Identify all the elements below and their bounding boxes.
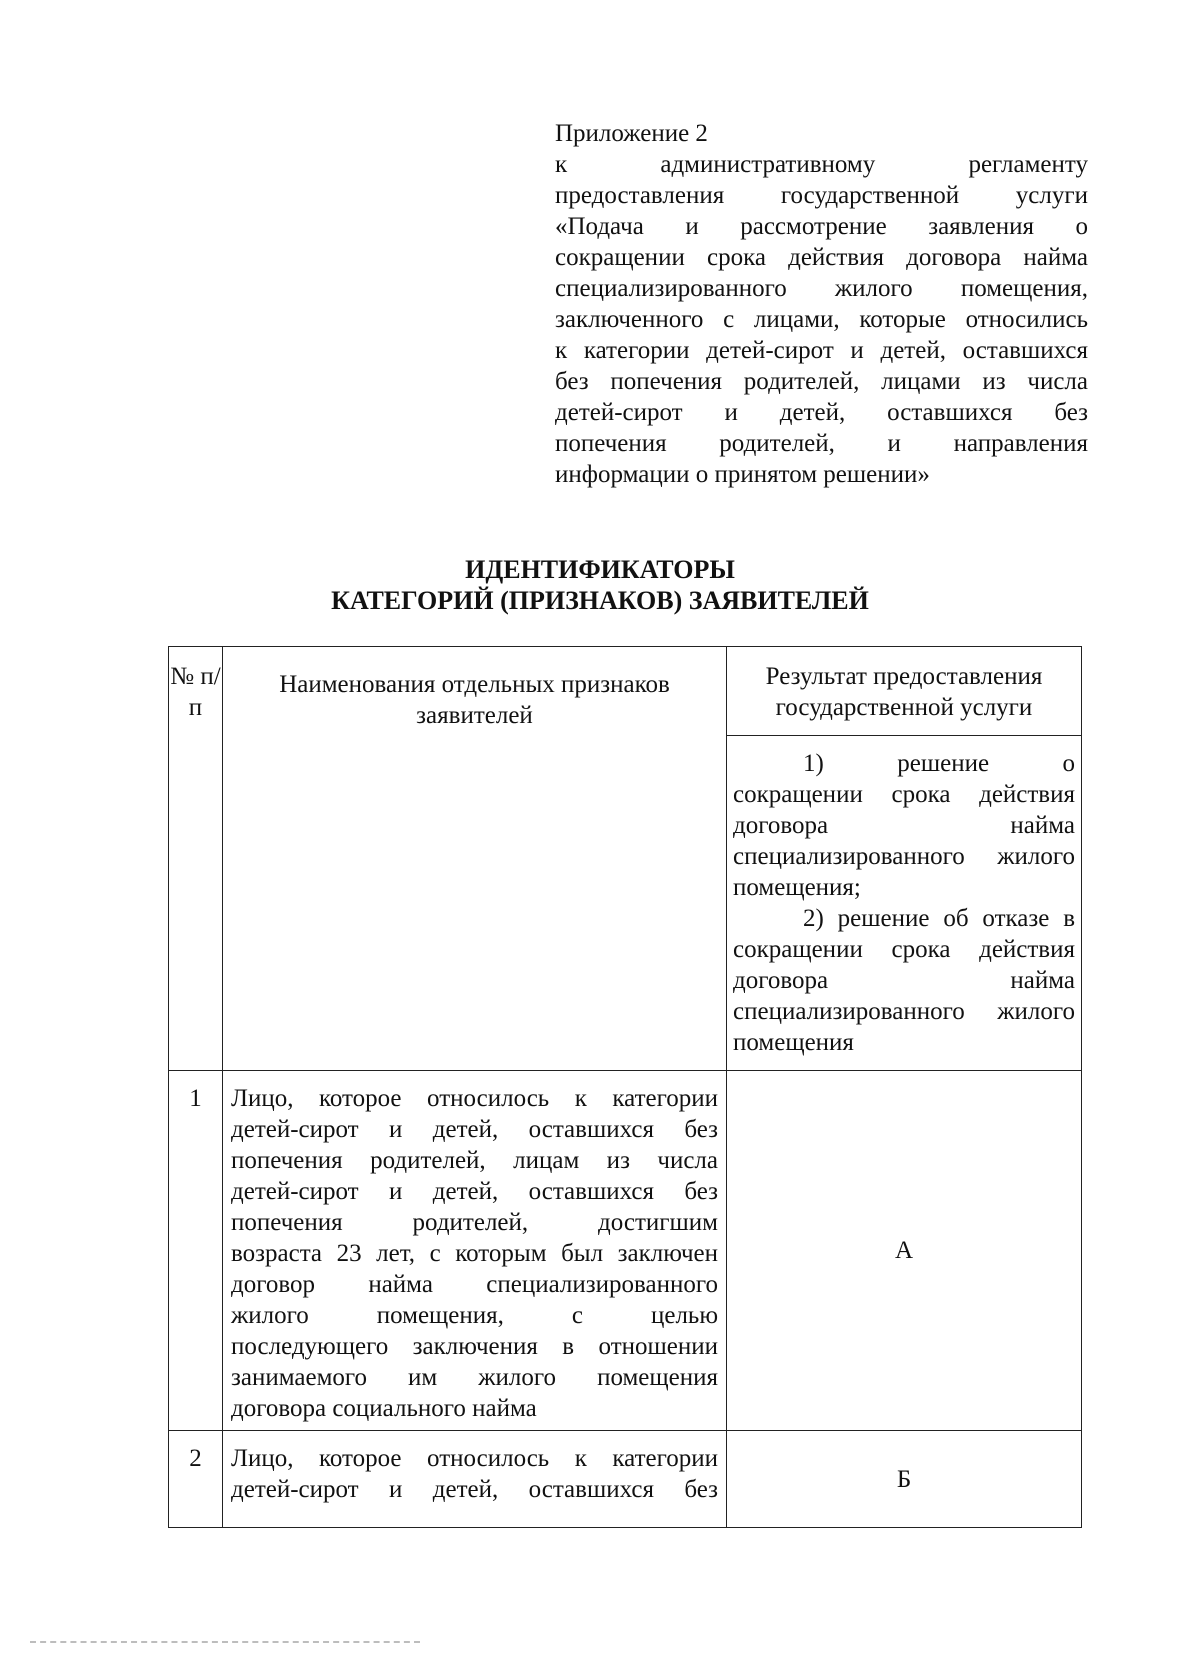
result-line: специализированного жилого bbox=[733, 998, 1075, 1025]
row-text-line: занимаемого им жилого помещения bbox=[231, 1364, 718, 1391]
header-result: Результат предоставления государственной услуги bbox=[727, 647, 1082, 736]
row-identifier: А bbox=[727, 1071, 1082, 1431]
table-row bbox=[169, 1431, 1082, 1528]
appendix-line: к административному регламенту bbox=[555, 151, 1088, 178]
header-number: № п/п bbox=[169, 647, 223, 1071]
result-line: 1) решение о bbox=[803, 750, 1075, 777]
appendix-line: информации о принятом решении» bbox=[555, 461, 930, 488]
table-header-row bbox=[169, 647, 1082, 736]
row-description bbox=[223, 1431, 727, 1528]
row-text-line: возраста 23 лет, с которым был заключен bbox=[231, 1240, 718, 1267]
appendix-line: специализированного жилого помещения, bbox=[555, 275, 1088, 302]
result-line: сокращении срока действия bbox=[733, 936, 1075, 963]
result-line: 2) решение об отказе в bbox=[803, 905, 1075, 932]
result-line: помещения bbox=[733, 1029, 854, 1056]
result-line: договора найма bbox=[733, 967, 1075, 994]
row-number: 2 bbox=[169, 1431, 223, 1528]
row-number: 1 bbox=[169, 1071, 223, 1431]
appendix-line: к категории детей-сирот и детей, оставшихся bbox=[555, 337, 1088, 364]
title-line-1: ИДЕНТИФИКАТОРЫ bbox=[465, 555, 735, 584]
row-description bbox=[223, 1071, 727, 1431]
row-text-line: жилого помещения, с целью bbox=[231, 1302, 718, 1329]
row-text-line: договор найма специализированного bbox=[231, 1271, 718, 1298]
result-line: специализированного жилого bbox=[733, 843, 1075, 870]
results-list bbox=[727, 736, 1082, 1071]
appendix-line: сокращении срока действия договора найма bbox=[555, 244, 1088, 271]
row-text-line: Лицо, которое относилось к категории bbox=[231, 1445, 718, 1472]
appendix-block bbox=[555, 118, 1088, 490]
appendix-line: без попечения родителей, лицами из числа bbox=[555, 368, 1088, 395]
result-line: помещения; bbox=[733, 874, 861, 901]
row-text-line: детей-сирот и детей, оставшихся без bbox=[231, 1178, 718, 1205]
table-row bbox=[169, 1071, 1082, 1431]
row-text-line: детей-сирот и детей, оставшихся без bbox=[231, 1476, 718, 1503]
row-text-line: последующего заключения в отношении bbox=[231, 1333, 718, 1360]
row-text-line: договора социального найма bbox=[231, 1395, 537, 1422]
row-text-line: попечения родителей, лицам из числа bbox=[231, 1147, 718, 1174]
appendix-line: «Подача и рассмотрение заявления о bbox=[555, 213, 1088, 240]
appendix-line: Приложение 2 bbox=[555, 120, 708, 147]
appendix-line: заключенного с лицами, которые относились bbox=[555, 306, 1088, 333]
document-title bbox=[0, 554, 1200, 616]
title-line-2: КАТЕГОРИЙ (ПРИЗНАКОВ) ЗАЯВИТЕЛЕЙ bbox=[331, 586, 869, 615]
identifiers-table bbox=[168, 646, 1082, 1528]
row-text-line: детей-сирот и детей, оставшихся без bbox=[231, 1116, 718, 1143]
result-line: договора найма bbox=[733, 812, 1075, 839]
result-line: сокращении срока действия bbox=[733, 781, 1075, 808]
header-feature-name: Наименования отдельных признаков заявителей bbox=[223, 647, 727, 1071]
row-identifier: Б bbox=[727, 1431, 1082, 1528]
appendix-line: попечения родителей, и направления bbox=[555, 430, 1088, 457]
appendix-line: детей-сирот и детей, оставшихся без bbox=[555, 399, 1088, 426]
appendix-line: предоставления государственной услуги bbox=[555, 182, 1088, 209]
row-text-line: попечения родителей, достигшим bbox=[231, 1209, 718, 1236]
scan-artifact-line bbox=[30, 1641, 420, 1643]
row-text-line: Лицо, которое относилось к категории bbox=[231, 1085, 718, 1112]
